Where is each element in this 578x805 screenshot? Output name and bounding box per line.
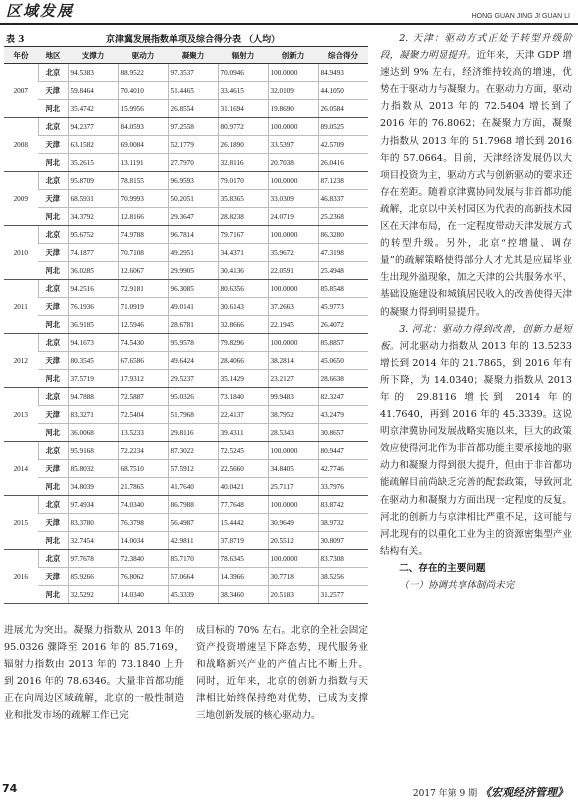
value-cell: 97.7678: [68, 550, 118, 568]
value-cell: 51.7968: [168, 406, 218, 424]
value-cell: 95.6752: [68, 226, 118, 244]
value-cell: 37.8719: [218, 532, 268, 550]
value-cell: 42.5709: [318, 136, 368, 154]
value-cell: 31.1694: [218, 100, 268, 118]
value-cell: 87.3022: [168, 442, 218, 460]
table-row: [4, 190, 368, 208]
table-row: [4, 424, 368, 442]
region-cell: 天津: [38, 298, 68, 316]
table-row: [4, 586, 368, 604]
value-cell: 83.7308: [318, 550, 368, 568]
value-cell: 43.2479: [318, 406, 368, 424]
column-header: 综合得分: [318, 47, 368, 64]
table-row: [4, 406, 368, 424]
value-cell: 99.9483: [268, 388, 318, 406]
value-cell: 26.0416: [318, 154, 368, 172]
region-cell: 天津: [38, 460, 68, 478]
value-cell: 89.0525: [318, 118, 368, 136]
value-cell: 69.0084: [118, 136, 168, 154]
value-cell: 51.4465: [168, 82, 218, 100]
value-cell: 79.0170: [218, 172, 268, 190]
value-cell: 26.1890: [218, 136, 268, 154]
value-cell: 14.0034: [118, 532, 168, 550]
section-title-english: HONG GUAN JING JI GUAN LI: [471, 13, 570, 20]
value-cell: 12.8166: [118, 208, 168, 226]
value-cell: 32.0109: [268, 82, 318, 100]
value-cell: 100.0000: [268, 118, 318, 136]
value-cell: 74.0340: [118, 496, 168, 514]
value-cell: 88.9522: [118, 64, 168, 82]
region-cell: 北京: [38, 496, 68, 514]
subsection-heading: （一）协调共享体制尚未完: [399, 580, 515, 591]
value-cell: 86.3280: [318, 226, 368, 244]
value-cell: 95.9578: [168, 334, 218, 352]
value-cell: 68.5931: [68, 190, 118, 208]
value-cell: 85.8548: [318, 280, 368, 298]
value-cell: 36.9185: [68, 316, 118, 334]
value-cell: 33.7976: [318, 478, 368, 496]
value-cell: 57.0664: [168, 568, 218, 586]
value-cell: 21.7865: [118, 478, 168, 496]
value-cell: 31.2577: [318, 586, 368, 604]
year-cell: 2007: [4, 64, 38, 118]
value-cell: 44.1050: [318, 82, 368, 100]
value-cell: 67.6586: [118, 352, 168, 370]
value-cell: 24.0719: [268, 208, 318, 226]
value-cell: 74.5430: [118, 334, 168, 352]
column-header: 支撑力: [68, 47, 118, 64]
value-cell: 27.7970: [168, 154, 218, 172]
region-cell: 北京: [38, 118, 68, 136]
value-cell: 26.0584: [318, 100, 368, 118]
value-cell: 96.9593: [168, 172, 218, 190]
table-row: [4, 100, 368, 118]
value-cell: 76.3798: [118, 514, 168, 532]
table-row: [4, 226, 368, 244]
value-cell: 46.8337: [318, 190, 368, 208]
value-cell: 85.8857: [318, 334, 368, 352]
section-heading: 二、存在的主要问题: [399, 562, 486, 574]
column-header: 年份: [4, 47, 38, 64]
value-cell: 29.3647: [168, 208, 218, 226]
value-cell: 26.8554: [168, 100, 218, 118]
footer-citation: [413, 784, 568, 800]
region-cell: 天津: [38, 136, 68, 154]
value-cell: 30.8097: [318, 532, 368, 550]
value-cell: 100.0000: [268, 64, 318, 82]
value-cell: 30.9649: [268, 514, 318, 532]
value-cell: 83.8742: [318, 496, 368, 514]
value-cell: 26.4072: [318, 316, 368, 334]
value-cell: 25.7117: [268, 478, 318, 496]
value-cell: 100.0000: [268, 280, 318, 298]
column-header: 地区: [38, 47, 68, 64]
value-cell: 22.1945: [268, 316, 318, 334]
value-cell: 95.9168: [68, 442, 118, 460]
value-cell: 29.5237: [168, 370, 218, 388]
value-cell: 100.0000: [268, 442, 318, 460]
value-cell: 34.8039: [68, 478, 118, 496]
value-cell: 35.9672: [268, 244, 318, 262]
year-cell: 2015: [4, 496, 38, 550]
year-cell: 2013: [4, 388, 38, 442]
value-cell: 36.0285: [68, 262, 118, 280]
value-cell: 38.3460: [218, 586, 268, 604]
region-cell: 河北: [38, 154, 68, 172]
table-row: [4, 370, 368, 388]
year-cell: 2008: [4, 118, 38, 172]
table-number: 表 3: [6, 35, 25, 45]
region-cell: 北京: [38, 226, 68, 244]
value-cell: 94.1673: [68, 334, 118, 352]
value-cell: 25.2368: [318, 208, 368, 226]
value-cell: 14.0340: [118, 586, 168, 604]
value-cell: 100.0000: [268, 334, 318, 352]
value-cell: 39.4311: [218, 424, 268, 442]
table-row: [4, 154, 368, 172]
region-cell: 河北: [38, 586, 68, 604]
table-row: [4, 118, 368, 136]
value-cell: 74.1877: [68, 244, 118, 262]
value-cell: 77.7648: [218, 496, 268, 514]
value-cell: 70.9993: [118, 190, 168, 208]
value-cell: 72.2234: [118, 442, 168, 460]
value-cell: 76.1936: [68, 298, 118, 316]
value-cell: 71.0919: [118, 298, 168, 316]
table-row: [4, 388, 368, 406]
value-cell: 83.3271: [68, 406, 118, 424]
region-cell: 河北: [38, 370, 68, 388]
year-cell: 2014: [4, 442, 38, 496]
table-row: [4, 280, 368, 298]
value-cell: 73.1840: [218, 388, 268, 406]
table-row: [4, 172, 368, 190]
value-cell: 76.8062: [118, 568, 168, 586]
value-cell: 94.5383: [68, 64, 118, 82]
value-cell: 100.0000: [268, 496, 318, 514]
region-cell: 北京: [38, 550, 68, 568]
table-row: [4, 352, 368, 370]
value-cell: 74.9788: [118, 226, 168, 244]
value-cell: 94.7888: [68, 388, 118, 406]
right-column-text: [380, 30, 572, 594]
value-cell: 45.9773: [318, 298, 368, 316]
value-cell: 94.2377: [68, 118, 118, 136]
value-cell: 22.0591: [268, 262, 318, 280]
table-row: [4, 496, 368, 514]
table-row: [4, 82, 368, 100]
value-cell: 20.5512: [268, 532, 318, 550]
value-cell: 79.8296: [218, 334, 268, 352]
value-cell: 72.9181: [118, 280, 168, 298]
value-cell: 28.5343: [268, 424, 318, 442]
value-cell: 68.7510: [118, 460, 168, 478]
value-cell: 38.5256: [318, 568, 368, 586]
value-cell: 15.4442: [218, 514, 268, 532]
value-cell: 95.8709: [68, 172, 118, 190]
value-cell: 85.7170: [168, 550, 218, 568]
column-header: 驱动力: [118, 47, 168, 64]
value-cell: 87.1238: [318, 172, 368, 190]
region-cell: 北京: [38, 172, 68, 190]
region-cell: 河北: [38, 478, 68, 496]
value-cell: 17.9312: [118, 370, 168, 388]
value-cell: 22.5660: [218, 460, 268, 478]
value-cell: 56.4987: [168, 514, 218, 532]
table-row: [4, 244, 368, 262]
region-cell: 北京: [38, 334, 68, 352]
hebei-paragraph: 河北驱动力指数从 2013 年的 13.5233 增长到 2014 年的 21.7865，到 2016 年有所下降，为 14.0340；凝聚力指数从 2013 年的 29.8116 增长到 2014 年的 41.7640，再到 2016 年的 45.3339。这说明京津冀协同发展战略实施以来，巨大的政策效应使得河北作为非首都功能主要承接地的驱动力和凝聚力得到很大提升，但由于非首都功能疏解目前尚缺乏完善的配套政策，导致河北在驱动力和凝聚力方面出现一定程度的反复。河北的创新力与京津相比严重不足，这可能与河北现有的以重化工业为主的资源密集型产业结构有关。: [380, 340, 572, 557]
value-cell: 52.1779: [168, 136, 218, 154]
value-cell: 29.9905: [168, 262, 218, 280]
region-cell: 河北: [38, 532, 68, 550]
value-cell: 30.7718: [268, 568, 318, 586]
value-cell: 34.3792: [68, 208, 118, 226]
year-cell: 2012: [4, 334, 38, 388]
year-cell: 2010: [4, 226, 38, 280]
value-cell: 20.5183: [268, 586, 318, 604]
value-cell: 33.5397: [268, 136, 318, 154]
value-cell: 49.6424: [168, 352, 218, 370]
region-cell: 北京: [38, 280, 68, 298]
value-cell: 50.2051: [168, 190, 218, 208]
value-cell: 13.5233: [118, 424, 168, 442]
value-cell: 20.7038: [268, 154, 318, 172]
value-cell: 94.2516: [68, 280, 118, 298]
table-row: [4, 478, 368, 496]
value-cell: 33.0309: [268, 190, 318, 208]
value-cell: 35.4742: [68, 100, 118, 118]
value-cell: 97.2558: [168, 118, 218, 136]
beijing-paragraph-cont: 进展尤为突出。凝聚力指数从 2013 年的 95.0326 骤降至 2016 年的 85.7169，辐射力指数由 2013 年的 73.1840 上升到 2016 年的 78.6346。大量非首都功能正在向周边区域疏解，北京的一般性制造业和批发市场的疏解工作已完: [4, 625, 184, 722]
value-cell: 85.8032: [68, 460, 118, 478]
table-body: [4, 64, 368, 604]
index-table: [4, 46, 368, 604]
value-cell: 14.3966: [218, 568, 268, 586]
region-cell: 北京: [38, 442, 68, 460]
value-cell: 96.7814: [168, 226, 218, 244]
value-cell: 100.0000: [268, 550, 318, 568]
value-cell: 15.9956: [118, 100, 168, 118]
value-cell: 34.8405: [268, 460, 318, 478]
value-cell: 72.5887: [118, 388, 168, 406]
hebei-subhead: 3. 河北：驱动力得到改善，创新力是短板。: [380, 323, 572, 352]
value-cell: 35.8365: [218, 190, 268, 208]
value-cell: 49.2951: [168, 244, 218, 262]
table-row: [4, 262, 368, 280]
value-cell: 12.6067: [118, 262, 168, 280]
value-cell: 100.0000: [268, 172, 318, 190]
region-cell: 河北: [38, 424, 68, 442]
tianjin-subhead: 2. 天津：驱动方式正处于转型升级阶段，凝聚力明显提升。: [380, 33, 572, 62]
value-cell: 79.7167: [218, 226, 268, 244]
value-cell: 42.7746: [318, 460, 368, 478]
value-cell: 42.9811: [168, 532, 218, 550]
bottom-left-column: [4, 622, 184, 725]
region-cell: 天津: [38, 352, 68, 370]
value-cell: 28.6638: [318, 370, 368, 388]
table-row: [4, 136, 368, 154]
table-row: [4, 460, 368, 478]
value-cell: 100.0000: [268, 226, 318, 244]
value-cell: 28.8238: [218, 208, 268, 226]
value-cell: 84.0593: [118, 118, 168, 136]
value-cell: 32.8116: [218, 154, 268, 172]
tianjin-paragraph: 近年来，天津 GDP 增速达到 9% 左右，经济维持较高的增速，优势在于驱动力与凝聚力。在驱动力方面，驱动力指数从 2013 年的 72.5404 增长到了 2016 年的 76.8062；在凝聚力方面，凝聚力指数从 2013 年的 51.7968 增长到 2016 年的 57.0664。目前，天津经济发展仍以大项目投资为主，驱动方式与创新驱动的要求还存在差距。随着京津冀协同发展与非首都功能疏解，北京以中关村园区为代表的高新技术园区在天津布局，在一定程度带动天津发展方式的转型升级。另外，北京“控增量、调存量”的疏解策略使得部分人才尤其是应届毕业生出现外溢现象，加之天津的公共服务水平、基础设施建设和城镇居民收入的改善使得天津的凝聚力得到明显提升。: [380, 50, 572, 318]
header-rule: [0, 23, 578, 25]
table-row: [4, 514, 368, 532]
bottom-middle-column: [196, 622, 368, 725]
page-number: 74: [2, 782, 18, 795]
value-cell: 40.0421: [218, 478, 268, 496]
value-cell: 70.0946: [218, 64, 268, 82]
value-cell: 57.5912: [168, 460, 218, 478]
table-title: 京津冀发展指数单项及综合得分表 （人均）: [106, 35, 281, 45]
value-cell: 37.2663: [268, 298, 318, 316]
table-row: [4, 298, 368, 316]
table-row: [4, 568, 368, 586]
table-header-row: [4, 47, 368, 64]
value-cell: 30.8657: [318, 424, 368, 442]
value-cell: 47.3198: [318, 244, 368, 262]
value-cell: 80.6356: [218, 280, 268, 298]
table-row: [4, 208, 368, 226]
value-cell: 96.3085: [168, 280, 218, 298]
region-cell: 天津: [38, 406, 68, 424]
region-cell: 北京: [38, 388, 68, 406]
table-row: [4, 442, 368, 460]
year-cell: 2011: [4, 280, 38, 334]
value-cell: 22.4137: [218, 406, 268, 424]
value-cell: 70.7108: [118, 244, 168, 262]
value-cell: 78.8155: [118, 172, 168, 190]
region-cell: 河北: [38, 262, 68, 280]
region-cell: 河北: [38, 316, 68, 334]
value-cell: 32.8666: [218, 316, 268, 334]
value-cell: 38.9732: [318, 514, 368, 532]
value-cell: 45.0650: [318, 352, 368, 370]
year-cell: 2009: [4, 172, 38, 226]
value-cell: 80.9772: [218, 118, 268, 136]
value-cell: 28.6781: [168, 316, 218, 334]
region-cell: 河北: [38, 100, 68, 118]
region-cell: 河北: [38, 208, 68, 226]
column-header: 辐射力: [218, 47, 268, 64]
region-cell: 北京: [38, 64, 68, 82]
value-cell: 28.4066: [218, 352, 268, 370]
value-cell: 33.4615: [218, 82, 268, 100]
value-cell: 37.5719: [68, 370, 118, 388]
value-cell: 13.1191: [118, 154, 168, 172]
value-cell: 70.4010: [118, 82, 168, 100]
value-cell: 72.5404: [118, 406, 168, 424]
table-row: [4, 532, 368, 550]
region-cell: 天津: [38, 514, 68, 532]
value-cell: 38.2814: [268, 352, 318, 370]
footer-magazine: 《宏观经济管理》: [480, 786, 568, 799]
value-cell: 29.8116: [168, 424, 218, 442]
value-cell: 80.9447: [318, 442, 368, 460]
value-cell: 85.9266: [68, 568, 118, 586]
region-cell: 天津: [38, 82, 68, 100]
value-cell: 23.2127: [268, 370, 318, 388]
value-cell: 72.3840: [118, 550, 168, 568]
value-cell: 97.3537: [168, 64, 218, 82]
section-title: 区域发展: [6, 2, 75, 20]
beijing-paragraph-end: 成目标的 70% 左右。北京的全社会固定资产投资增速呈下降态势，现代服务业和战略新兴产业的产值占比不断上升。同时，近年来，北京的创新力指数与天津相比始终保持绝对优势，已成为支撑三地创新发展的核心驱动力。: [196, 625, 368, 722]
value-cell: 32.5292: [68, 586, 118, 604]
value-cell: 84.9493: [318, 64, 368, 82]
year-cell: 2016: [4, 550, 38, 604]
table-row: [4, 316, 368, 334]
value-cell: 63.1582: [68, 136, 118, 154]
column-header: 创新力: [268, 47, 318, 64]
table-row: [4, 64, 368, 82]
value-cell: 30.6143: [218, 298, 268, 316]
value-cell: 86.7988: [168, 496, 218, 514]
value-cell: 78.6345: [218, 550, 268, 568]
value-cell: 95.0326: [168, 388, 218, 406]
column-header: 凝聚力: [168, 47, 218, 64]
value-cell: 38.7952: [268, 406, 318, 424]
value-cell: 36.0068: [68, 424, 118, 442]
value-cell: 97.4934: [68, 496, 118, 514]
value-cell: 83.3780: [68, 514, 118, 532]
value-cell: 45.3339: [168, 586, 218, 604]
value-cell: 34.4371: [218, 244, 268, 262]
value-cell: 59.8464: [68, 82, 118, 100]
region-cell: 天津: [38, 190, 68, 208]
value-cell: 12.5946: [118, 316, 168, 334]
table-row: [4, 334, 368, 352]
value-cell: 19.8690: [268, 100, 318, 118]
value-cell: 49.0141: [168, 298, 218, 316]
value-cell: 25.4948: [318, 262, 368, 280]
value-cell: 35.1429: [218, 370, 268, 388]
value-cell: 35.2615: [68, 154, 118, 172]
value-cell: 41.7640: [168, 478, 218, 496]
footer-issue: 2017 年第 9 期: [412, 789, 478, 799]
value-cell: 32.7454: [68, 532, 118, 550]
region-cell: 天津: [38, 244, 68, 262]
table-row: [4, 550, 368, 568]
region-cell: 天津: [38, 568, 68, 586]
value-cell: 30.4136: [218, 262, 268, 280]
value-cell: 82.3247: [318, 388, 368, 406]
value-cell: 72.5245: [218, 442, 268, 460]
value-cell: 80.3545: [68, 352, 118, 370]
